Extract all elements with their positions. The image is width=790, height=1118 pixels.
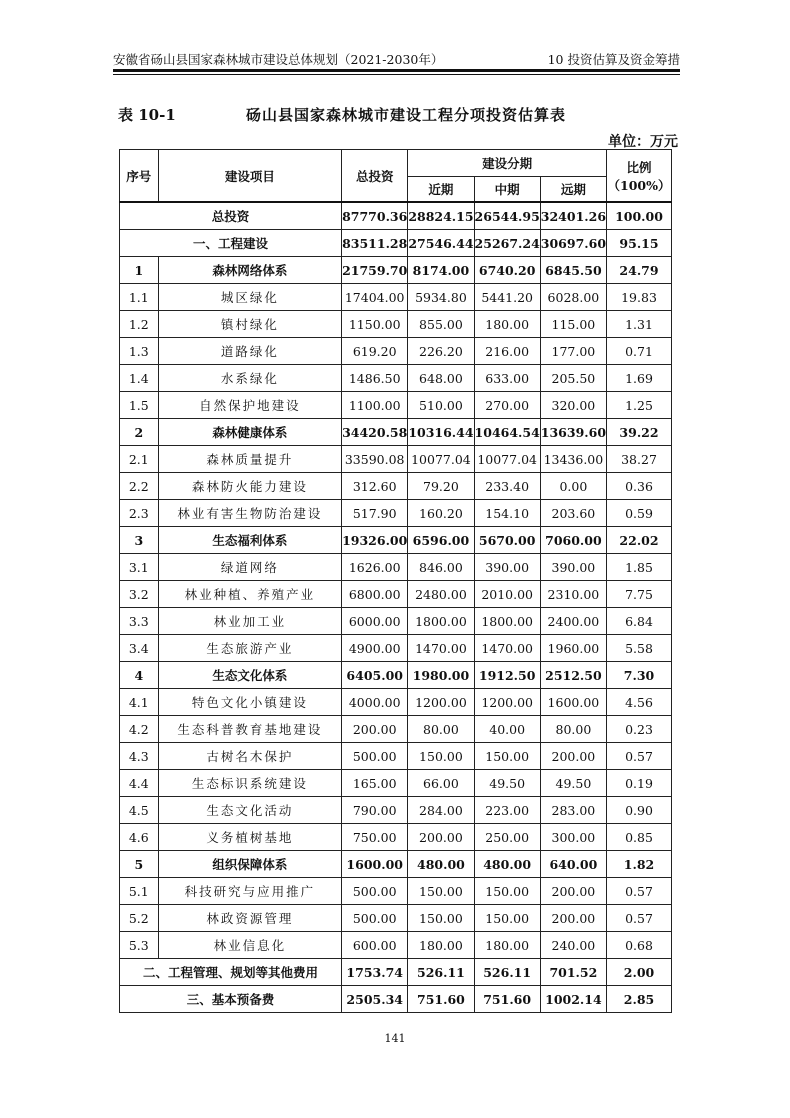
cell-item: 生态标识系统建设	[158, 770, 341, 797]
cell-mid: 223.00	[474, 797, 540, 824]
cell-item: 生态旅游产业	[158, 635, 341, 662]
cell-far: 200.00	[540, 878, 606, 905]
cell-ratio: 5.58	[607, 635, 672, 662]
group-row	[120, 527, 672, 554]
cell-far: 30697.60	[540, 230, 606, 257]
cell-item: 生态科普教育基地建设	[158, 716, 341, 743]
cell-total: 83511.28	[342, 230, 408, 257]
cell-near: 66.00	[408, 770, 474, 797]
cell-mid: 180.00	[474, 932, 540, 959]
header-mid: 中期	[474, 177, 540, 203]
cell-ratio: 0.57	[607, 905, 672, 932]
cell-mid: 150.00	[474, 743, 540, 770]
cell-mid: 10464.54	[474, 419, 540, 446]
cell-far: 240.00	[540, 932, 606, 959]
cell-seq: 1.1	[120, 284, 159, 311]
cell-total: 17404.00	[342, 284, 408, 311]
cell-near: 751.60	[408, 986, 474, 1013]
cell-near: 200.00	[408, 824, 474, 851]
cell-total: 1150.00	[342, 311, 408, 338]
cell-total: 200.00	[342, 716, 408, 743]
cell-item: 组织保障体系	[158, 851, 341, 878]
cell-far: 7060.00	[540, 527, 606, 554]
cell-item: 森林质量提升	[158, 446, 341, 473]
cell-far: 13639.60	[540, 419, 606, 446]
cell-near: 648.00	[408, 365, 474, 392]
cell-item: 水系绿化	[158, 365, 341, 392]
running-header-title: 安徽省砀山县国家森林城市建设总体规划（2021-2030年）	[113, 52, 444, 67]
cell-mid: 180.00	[474, 311, 540, 338]
cell-item: 生态福利体系	[158, 527, 341, 554]
cell-seq: 5.3	[120, 932, 159, 959]
header-phases: 建设分期	[408, 150, 607, 177]
cell-mid: 1200.00	[474, 689, 540, 716]
summary-row	[120, 230, 672, 257]
cell-total: 1626.00	[342, 554, 408, 581]
table-row	[120, 284, 672, 311]
cell-near: 1980.00	[408, 662, 474, 689]
cell-mid: 6740.20	[474, 257, 540, 284]
cell-item: 绿道网络	[158, 554, 341, 581]
cell-near: 10316.44	[408, 419, 474, 446]
cell-near: 480.00	[408, 851, 474, 878]
header-seq: 序号	[120, 150, 159, 203]
cell-total: 21759.70	[342, 257, 408, 284]
cell-seq: 2.3	[120, 500, 159, 527]
cell-ratio: 0.23	[607, 716, 672, 743]
cell-near: 80.00	[408, 716, 474, 743]
cell-ratio: 1.82	[607, 851, 672, 878]
cell-far: 0.00	[540, 473, 606, 500]
cell-ratio: 2.00	[607, 959, 672, 986]
cell-item: 林政资源管理	[158, 905, 341, 932]
cell-mid: 5670.00	[474, 527, 540, 554]
cell-far: 205.50	[540, 365, 606, 392]
cell-mid: 154.10	[474, 500, 540, 527]
group-row	[120, 662, 672, 689]
header-far: 远期	[540, 177, 606, 203]
cell-item: 林业有害生物防治建设	[158, 500, 341, 527]
cell-total: 517.90	[342, 500, 408, 527]
cell-near: 1200.00	[408, 689, 474, 716]
cell-seq: 2	[120, 419, 159, 446]
table-row	[120, 689, 672, 716]
cell-total: 6800.00	[342, 581, 408, 608]
cell-mid: 49.50	[474, 770, 540, 797]
cell-seq: 5.2	[120, 905, 159, 932]
cell-seq: 1.4	[120, 365, 159, 392]
cell-mid: 216.00	[474, 338, 540, 365]
cell-far: 640.00	[540, 851, 606, 878]
cell-mid: 751.60	[474, 986, 540, 1013]
cell-near: 28824.15	[408, 202, 474, 230]
summary-row	[120, 986, 672, 1013]
cell-far: 320.00	[540, 392, 606, 419]
cell-mid: 1470.00	[474, 635, 540, 662]
header-rule-thin	[113, 74, 680, 75]
table-row	[120, 797, 672, 824]
cell-near: 150.00	[408, 905, 474, 932]
cell-total: 1600.00	[342, 851, 408, 878]
cell-item: 森林网络体系	[158, 257, 341, 284]
cell-seq: 4	[120, 662, 159, 689]
cell-total: 600.00	[342, 932, 408, 959]
cell-far: 300.00	[540, 824, 606, 851]
cell-total: 1100.00	[342, 392, 408, 419]
cell-ratio: 19.83	[607, 284, 672, 311]
cell-mid: 480.00	[474, 851, 540, 878]
cell-ratio: 0.71	[607, 338, 672, 365]
cell-total: 500.00	[342, 743, 408, 770]
cell-mid: 1912.50	[474, 662, 540, 689]
cell-near: 27546.44	[408, 230, 474, 257]
table-body	[120, 202, 672, 1013]
header-rule-thick	[113, 69, 680, 72]
page-number: 141	[384, 1032, 406, 1045]
cell-item: 生态文化活动	[158, 797, 341, 824]
table-row	[120, 716, 672, 743]
table-row	[120, 554, 672, 581]
summary-row	[120, 202, 672, 230]
cell-ratio: 7.30	[607, 662, 672, 689]
cell-far: 32401.26	[540, 202, 606, 230]
cell-seq: 4.6	[120, 824, 159, 851]
header-near: 近期	[408, 177, 474, 203]
cell-total: 4000.00	[342, 689, 408, 716]
cell-item: 林业种植、养殖产业	[158, 581, 341, 608]
running-header-chapter: 10 投资估算及资金筹措	[547, 52, 680, 67]
cell-ratio: 0.57	[607, 743, 672, 770]
cell-mid: 270.00	[474, 392, 540, 419]
cell-ratio: 1.25	[607, 392, 672, 419]
cell-item: 森林防火能力建设	[158, 473, 341, 500]
cell-seq: 1.2	[120, 311, 159, 338]
cell-far: 2512.50	[540, 662, 606, 689]
cell-ratio: 0.36	[607, 473, 672, 500]
cell-item: 城区绿化	[158, 284, 341, 311]
table-row	[120, 500, 672, 527]
cell-item: 道路绿化	[158, 338, 341, 365]
cell-mid: 2010.00	[474, 581, 540, 608]
header-ratio	[607, 150, 672, 203]
cell-near: 226.20	[408, 338, 474, 365]
table-row	[120, 311, 672, 338]
cell-far: 200.00	[540, 743, 606, 770]
cell-ratio: 39.22	[607, 419, 672, 446]
cell-item: 自然保护地建设	[158, 392, 341, 419]
cell-far: 2400.00	[540, 608, 606, 635]
header-total: 总投资	[342, 150, 408, 203]
cell-mid: 233.40	[474, 473, 540, 500]
cell-near: 1800.00	[408, 608, 474, 635]
cell-ratio: 0.85	[607, 824, 672, 851]
cell-total: 790.00	[342, 797, 408, 824]
cell-total: 6000.00	[342, 608, 408, 635]
table-row	[120, 770, 672, 797]
cell-near: 855.00	[408, 311, 474, 338]
cell-near: 160.20	[408, 500, 474, 527]
cell-total: 500.00	[342, 878, 408, 905]
header-ratio-line2: （100%）	[607, 177, 671, 193]
cell-total: 34420.58	[342, 419, 408, 446]
table-number: 表 10-1	[118, 106, 176, 124]
cell-total: 87770.36	[342, 202, 408, 230]
cell-mid: 26544.95	[474, 202, 540, 230]
cell-ratio: 0.57	[607, 878, 672, 905]
cell-seq: 1	[120, 257, 159, 284]
cell-item: 一、工程建设	[120, 230, 342, 257]
cell-seq: 3.4	[120, 635, 159, 662]
table-row	[120, 473, 672, 500]
cell-total: 619.20	[342, 338, 408, 365]
cell-near: 150.00	[408, 743, 474, 770]
cell-near: 284.00	[408, 797, 474, 824]
cell-seq: 4.4	[120, 770, 159, 797]
summary-row	[120, 959, 672, 986]
cell-seq: 5.1	[120, 878, 159, 905]
cell-mid: 633.00	[474, 365, 540, 392]
cell-mid: 5441.20	[474, 284, 540, 311]
cell-ratio: 0.59	[607, 500, 672, 527]
table-row	[120, 932, 672, 959]
cell-mid: 10077.04	[474, 446, 540, 473]
cell-seq: 5	[120, 851, 159, 878]
cell-seq: 4.2	[120, 716, 159, 743]
cell-seq: 4.5	[120, 797, 159, 824]
cell-item: 森林健康体系	[158, 419, 341, 446]
group-row	[120, 419, 672, 446]
cell-far: 6028.00	[540, 284, 606, 311]
cell-item: 三、基本预备费	[120, 986, 342, 1013]
cell-mid: 40.00	[474, 716, 540, 743]
cell-total: 6405.00	[342, 662, 408, 689]
table-row	[120, 743, 672, 770]
cell-total: 312.60	[342, 473, 408, 500]
header-row	[120, 150, 672, 177]
cell-item: 科技研究与应用推广	[158, 878, 341, 905]
cell-far: 1960.00	[540, 635, 606, 662]
running-header	[113, 48, 680, 68]
cell-ratio: 1.85	[607, 554, 672, 581]
cell-mid: 250.00	[474, 824, 540, 851]
cell-ratio: 0.90	[607, 797, 672, 824]
cell-far: 80.00	[540, 716, 606, 743]
cell-mid: 25267.24	[474, 230, 540, 257]
cell-ratio: 100.00	[607, 202, 672, 230]
table-row	[120, 635, 672, 662]
cell-seq: 3.3	[120, 608, 159, 635]
cell-item: 总投资	[120, 202, 342, 230]
cell-far: 177.00	[540, 338, 606, 365]
header-ratio-line1: 比例	[626, 159, 652, 175]
cell-far: 203.60	[540, 500, 606, 527]
cell-item: 生态文化体系	[158, 662, 341, 689]
cell-mid: 150.00	[474, 905, 540, 932]
cell-mid: 150.00	[474, 878, 540, 905]
cell-near: 180.00	[408, 932, 474, 959]
table-row	[120, 824, 672, 851]
unit-label: 单位：万元	[608, 134, 678, 150]
cell-mid: 526.11	[474, 959, 540, 986]
cell-ratio: 4.56	[607, 689, 672, 716]
cell-total: 165.00	[342, 770, 408, 797]
table-row	[120, 878, 672, 905]
cell-total: 19326.00	[342, 527, 408, 554]
cell-near: 846.00	[408, 554, 474, 581]
cell-far: 115.00	[540, 311, 606, 338]
investment-table	[119, 149, 672, 1013]
cell-item: 林业信息化	[158, 932, 341, 959]
cell-seq: 1.3	[120, 338, 159, 365]
cell-seq: 2.1	[120, 446, 159, 473]
cell-seq: 3	[120, 527, 159, 554]
cell-near: 5934.80	[408, 284, 474, 311]
group-row	[120, 257, 672, 284]
table-row	[120, 581, 672, 608]
cell-far: 6845.50	[540, 257, 606, 284]
cell-ratio: 7.75	[607, 581, 672, 608]
cell-near: 526.11	[408, 959, 474, 986]
cell-total: 4900.00	[342, 635, 408, 662]
cell-near: 8174.00	[408, 257, 474, 284]
cell-total: 1486.50	[342, 365, 408, 392]
table-row	[120, 338, 672, 365]
cell-total: 33590.08	[342, 446, 408, 473]
table-row	[120, 446, 672, 473]
cell-ratio: 0.19	[607, 770, 672, 797]
cell-ratio: 1.31	[607, 311, 672, 338]
cell-total: 1753.74	[342, 959, 408, 986]
header-item: 建设项目	[158, 150, 341, 203]
cell-total: 500.00	[342, 905, 408, 932]
cell-far: 2310.00	[540, 581, 606, 608]
cell-far: 283.00	[540, 797, 606, 824]
cell-total: 750.00	[342, 824, 408, 851]
cell-near: 510.00	[408, 392, 474, 419]
cell-far: 1002.14	[540, 986, 606, 1013]
cell-item: 古树名木保护	[158, 743, 341, 770]
cell-far: 390.00	[540, 554, 606, 581]
cell-seq: 4.1	[120, 689, 159, 716]
cell-ratio: 95.15	[607, 230, 672, 257]
cell-far: 200.00	[540, 905, 606, 932]
cell-total: 2505.34	[342, 986, 408, 1013]
cell-seq: 3.1	[120, 554, 159, 581]
group-row	[120, 851, 672, 878]
cell-far: 701.52	[540, 959, 606, 986]
cell-ratio: 0.68	[607, 932, 672, 959]
cell-item: 林业加工业	[158, 608, 341, 635]
cell-near: 10077.04	[408, 446, 474, 473]
cell-near: 79.20	[408, 473, 474, 500]
cell-ratio: 6.84	[607, 608, 672, 635]
cell-seq: 1.5	[120, 392, 159, 419]
table-row	[120, 365, 672, 392]
cell-ratio: 1.69	[607, 365, 672, 392]
table-row	[120, 392, 672, 419]
table-row	[120, 905, 672, 932]
cell-near: 1470.00	[408, 635, 474, 662]
cell-seq: 2.2	[120, 473, 159, 500]
cell-item: 义务植树基地	[158, 824, 341, 851]
cell-seq: 4.3	[120, 743, 159, 770]
cell-far: 13436.00	[540, 446, 606, 473]
cell-near: 6596.00	[408, 527, 474, 554]
cell-far: 1600.00	[540, 689, 606, 716]
cell-mid: 390.00	[474, 554, 540, 581]
cell-near: 2480.00	[408, 581, 474, 608]
cell-ratio: 38.27	[607, 446, 672, 473]
cell-ratio: 2.85	[607, 986, 672, 1013]
cell-ratio: 22.02	[607, 527, 672, 554]
cell-seq: 3.2	[120, 581, 159, 608]
cell-mid: 1800.00	[474, 608, 540, 635]
cell-near: 150.00	[408, 878, 474, 905]
cell-ratio: 24.79	[607, 257, 672, 284]
cell-item: 特色文化小镇建设	[158, 689, 341, 716]
table-title: 砀山县国家森林城市建设工程分项投资估算表	[246, 106, 567, 124]
cell-item: 二、工程管理、规划等其他费用	[120, 959, 342, 986]
table-row	[120, 608, 672, 635]
cell-item: 镇村绿化	[158, 311, 341, 338]
cell-far: 49.50	[540, 770, 606, 797]
